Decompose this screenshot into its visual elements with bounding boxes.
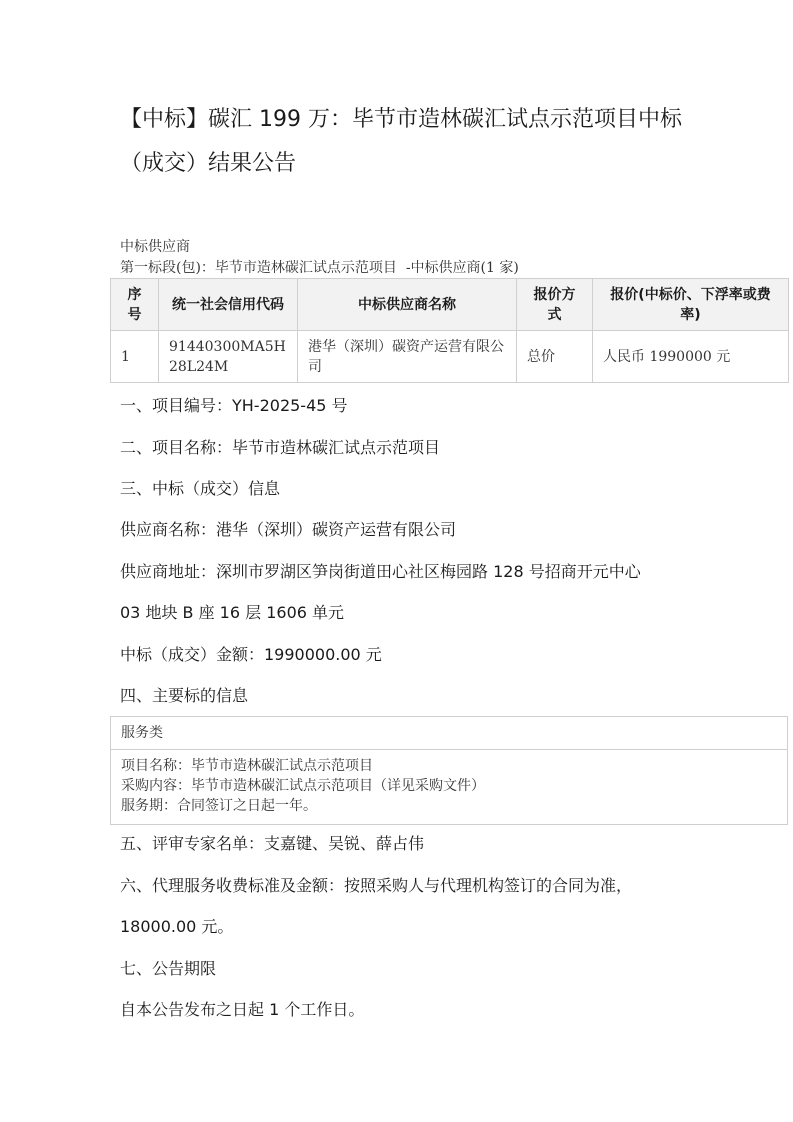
service-box-header: 服务类 — [111, 717, 787, 750]
cell-credit-code: 91440300MA5H28L24M — [159, 331, 298, 383]
col-header-quote: 报价(中标价、下浮率或费率) — [593, 279, 789, 331]
supplier-name: 供应商名称：港华（深圳）碳资产运营有限公司 — [120, 520, 457, 539]
cell-index: 1 — [111, 331, 159, 383]
award-info-heading: 三、中标（成交）信息 — [120, 479, 281, 498]
notice-period-text: 自本公告发布之日起 1 个工作日。 — [120, 1000, 365, 1019]
supplier-section-label: 中标供应商 — [120, 239, 190, 255]
page-title: 【中标】碳汇 199 万：毕节市造林碳汇试点示范项目中标（成交）结果公告 — [120, 107, 682, 176]
cell-quote-method: 总价 — [517, 331, 593, 383]
notice-period-heading: 七、公告期限 — [120, 959, 217, 978]
supplier-table — [110, 278, 789, 383]
table-row — [111, 331, 789, 383]
experts: 五、评审专家名单：支嘉键、吴锐、薛占伟 — [120, 834, 425, 853]
service-info-box — [110, 716, 788, 825]
agency-fee-line-1: 六、代理服务收费标准及金额：按照采购人与代理机构签订的合同为准， — [120, 876, 633, 895]
service-line-period: 服务期：合同签订之日起一年。 — [121, 798, 317, 814]
col-header-quote-method: 报价方式 — [517, 279, 593, 331]
lot-label: 第一标段(包)：毕节市造林碳汇试点示范项目 -中标供应商(1 家) — [120, 260, 519, 276]
project-number: 一、项目编号：YH-2025-45 号 — [120, 396, 348, 415]
supplier-address-line-2: 03 地块 B 座 16 层 1606 单元 — [120, 603, 345, 622]
project-name: 二、项目名称：毕节市造林碳汇试点示范项目 — [120, 438, 441, 457]
service-line-content: 采购内容：毕节市造林碳汇试点示范项目（详见采购文件） — [121, 778, 485, 794]
agency-fee-line-2: 18000.00 元。 — [120, 917, 234, 936]
table-header-row — [111, 279, 789, 331]
main-info-heading: 四、主要标的信息 — [120, 686, 249, 705]
col-header-supplier-name: 中标供应商名称 — [298, 279, 517, 331]
col-header-index: 序号 — [111, 279, 159, 331]
col-header-credit-code: 统一社会信用代码 — [159, 279, 298, 331]
service-box-body — [111, 750, 787, 824]
cell-quote: 人民币 1990000 元 — [593, 331, 789, 383]
supplier-address-line-1: 供应商地址：深圳市罗湖区笋岗街道田心社区梅园路 128 号招商开元中心 — [120, 562, 641, 581]
service-line-project-name: 项目名称：毕节市造林碳汇试点示范项目 — [121, 758, 373, 774]
cell-supplier-name: 港华（深圳）碳资产运营有限公司 — [298, 331, 517, 383]
award-amount: 中标（成交）金额：1990000.00 元 — [120, 645, 382, 664]
